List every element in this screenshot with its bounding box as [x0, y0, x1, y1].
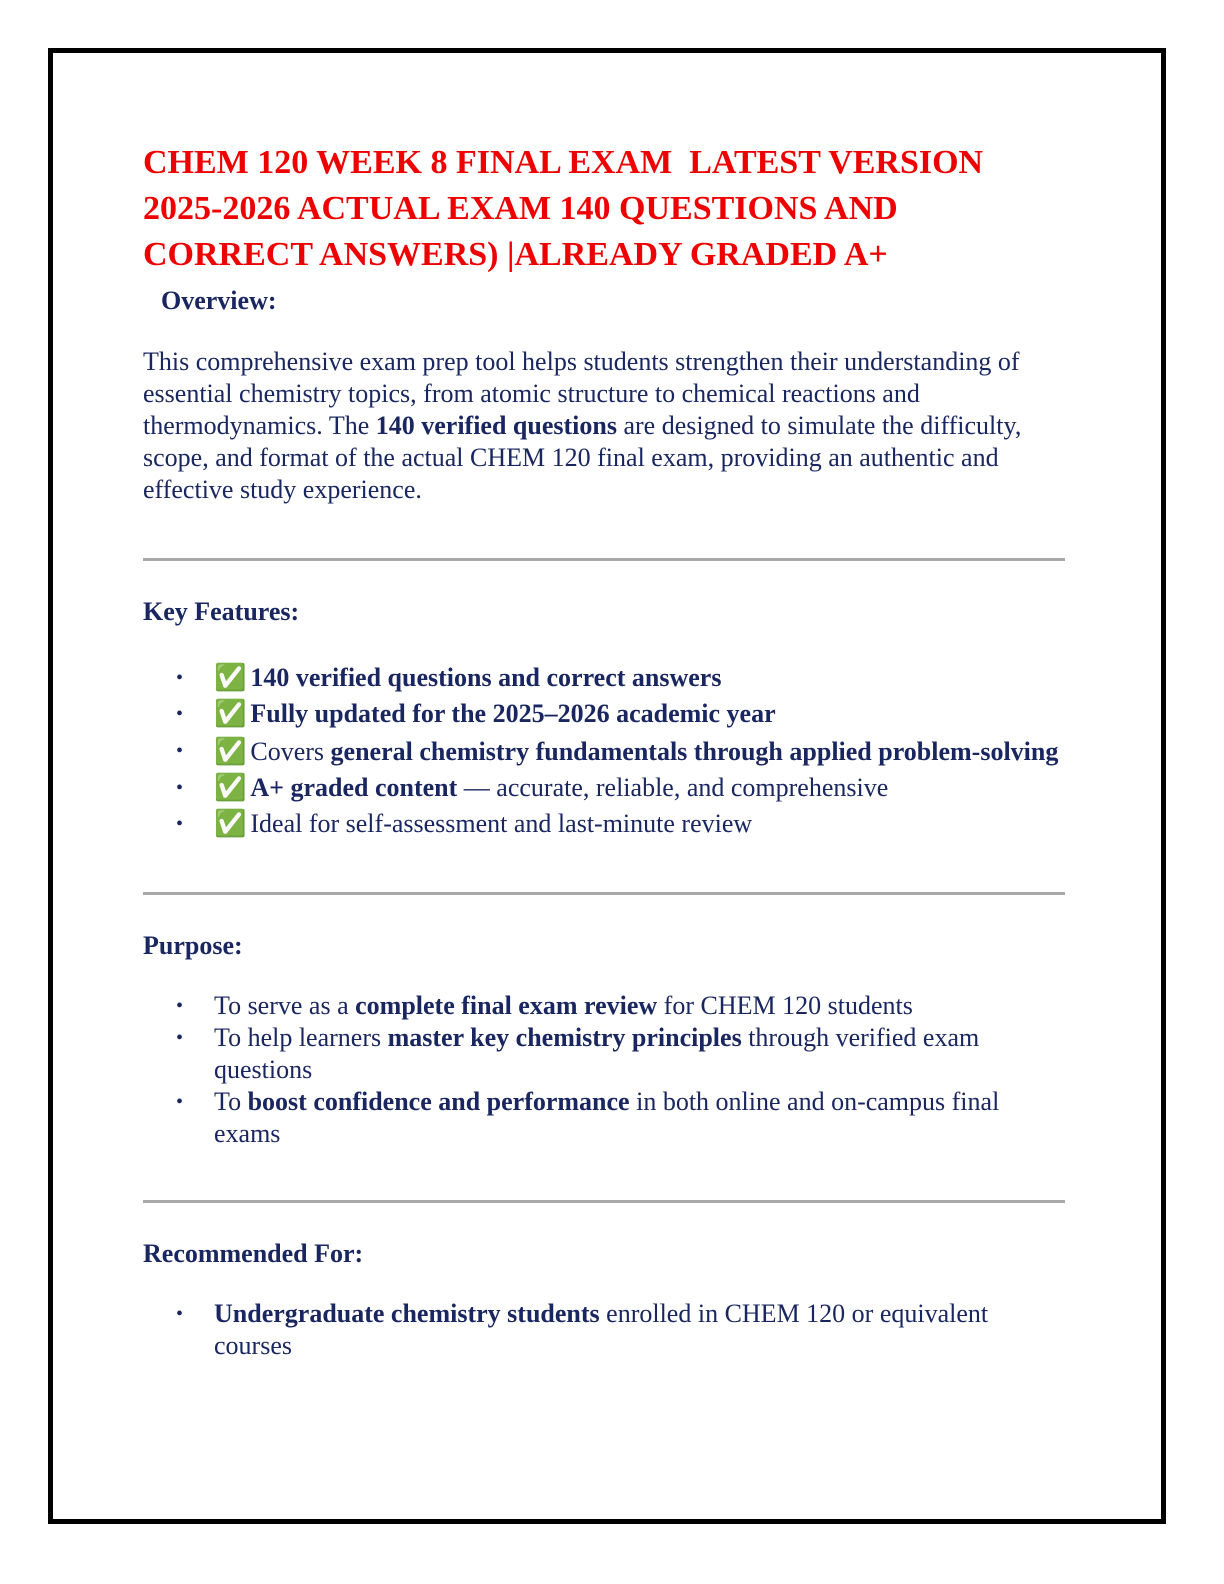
purpose-text: through verified exam questions	[214, 1023, 980, 1084]
purpose-item	[143, 990, 1065, 1022]
bullet-icon: •	[176, 740, 184, 762]
recommended-for-heading: Recommended For:	[143, 1239, 364, 1268]
key-feature-item	[143, 735, 1065, 768]
document-title: CHEM 120 WEEK 8 FINAL EXAM LATEST VERSION 2025-2026 ACTUAL EXAM 140 QUESTIONS AND CORRECT ANSWERS) |ALREADY GRADED A+	[143, 144, 992, 273]
check-mark-icon: ✅	[214, 773, 247, 802]
purpose-item	[143, 1022, 1065, 1086]
key-feature-text: — accurate, reliable, and comprehensive	[457, 773, 889, 802]
section-divider	[143, 1200, 1065, 1203]
key-feature-bold: Fully updated for the 2025–2026 academic year	[250, 699, 776, 728]
purpose-bold: master key chemistry principles	[387, 1023, 742, 1052]
key-feature-item	[143, 806, 1065, 842]
bullet-icon: •	[176, 813, 184, 835]
purpose-text: for CHEM 120 students	[657, 991, 913, 1020]
purpose-item	[143, 1086, 1065, 1150]
purpose-list	[143, 990, 1065, 1150]
purpose-text: To	[214, 1087, 248, 1116]
key-feature-item	[143, 696, 1065, 732]
purpose-bold: boost confidence and performance	[247, 1087, 630, 1116]
key-features-list	[143, 660, 1065, 842]
document-content	[143, 140, 1065, 1362]
overview-text-part2: are designed to simulate the difficulty, scope, and format of the actual CHEM 120 final exam, providing an authentic and effective study experience.	[143, 411, 1022, 504]
bullet-icon: •	[176, 667, 184, 689]
recommended-for-bold: Undergraduate chemistry students	[214, 1299, 600, 1328]
key-feature-item	[143, 770, 1065, 806]
check-mark-icon: ✅	[214, 663, 247, 692]
purpose-text: in both online and on-campus final exams	[214, 1087, 1000, 1148]
section-divider	[143, 558, 1065, 561]
purpose-text: To help learners	[214, 1023, 388, 1052]
key-features-heading: Key Features:	[143, 597, 300, 626]
key-feature-text: Ideal for self-assessment and last-minute review	[250, 809, 753, 838]
bullet-icon: •	[176, 1027, 184, 1049]
bullet-icon: •	[176, 1091, 184, 1113]
overview-text-part1: This comprehensive exam prep tool helps students strengthen their understanding of essential chemistry topics, from atomic structure to chemical reactions and thermodynamics. The	[143, 347, 1020, 440]
overview-heading: Overview:	[161, 286, 277, 315]
bullet-icon: •	[176, 703, 184, 725]
key-feature-bold: general chemistry fundamentals through applied problem-solving	[330, 737, 1059, 766]
overview-paragraph	[143, 346, 1065, 506]
purpose-text: To serve as a	[214, 991, 356, 1020]
bullet-icon: •	[176, 777, 184, 799]
section-divider	[143, 892, 1065, 895]
purpose-heading: Purpose:	[143, 931, 243, 960]
overview-text-bold: 140 verified questions	[375, 411, 617, 440]
check-mark-icon: ✅	[214, 737, 247, 766]
purpose-bold: complete final exam review	[355, 991, 658, 1020]
key-feature-bold: 140 verified questions and correct answers	[250, 663, 722, 692]
bullet-icon: •	[176, 1303, 184, 1325]
recommended-for-item	[143, 1298, 1065, 1362]
check-mark-icon: ✅	[214, 699, 247, 728]
check-mark-icon: ✅	[214, 809, 247, 838]
key-feature-text: Covers	[250, 737, 331, 766]
bullet-icon: •	[176, 995, 184, 1017]
key-feature-bold: A+ graded content	[250, 773, 458, 802]
recommended-for-text: enrolled in CHEM 120 or equivalent courses	[214, 1299, 989, 1360]
recommended-for-list	[143, 1298, 1065, 1362]
key-feature-item	[143, 660, 1065, 696]
